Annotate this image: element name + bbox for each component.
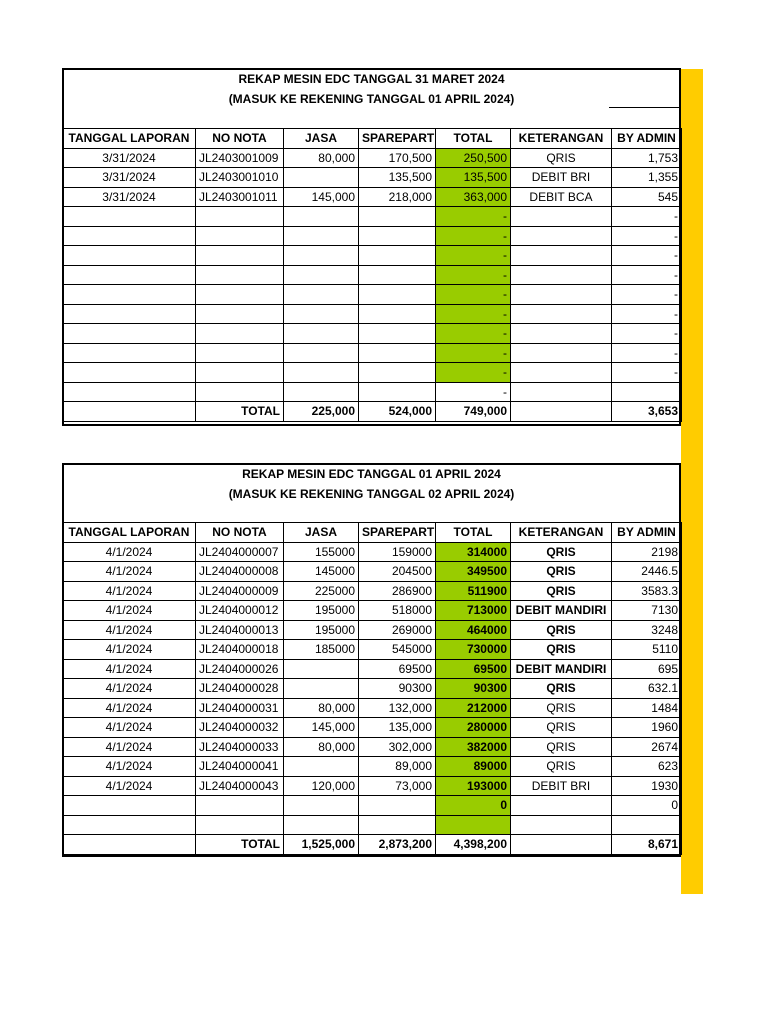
- cell-description: [511, 265, 612, 285]
- cell-admin-fee: 2674: [612, 737, 682, 757]
- cell-admin-fee: -: [612, 226, 682, 246]
- cell-description: [511, 226, 612, 246]
- cell-admin-fee: [612, 815, 682, 835]
- cell-date: 4/1/2024: [63, 757, 196, 777]
- table-row: [63, 148, 682, 168]
- table-row: [63, 187, 682, 207]
- cell-service: 195000: [284, 620, 359, 640]
- table-row: [63, 363, 682, 383]
- total-description: [511, 402, 612, 422]
- cell-date: [63, 796, 196, 816]
- cell-sparepart: 69500: [359, 659, 436, 679]
- cell-total: -: [436, 324, 511, 344]
- total-date: [63, 835, 196, 855]
- total-row: [63, 835, 682, 855]
- cell-date: [63, 265, 196, 285]
- cell-date: [63, 815, 196, 835]
- cell-description: QRIS: [511, 640, 612, 660]
- cell-sparepart: 89,000: [359, 757, 436, 777]
- column-header-total: TOTAL: [436, 129, 511, 149]
- cell-invoice: [196, 363, 284, 383]
- cell-date: [63, 324, 196, 344]
- cell-date: 4/1/2024: [63, 640, 196, 660]
- cell-description: QRIS: [511, 581, 612, 601]
- table-row: [63, 562, 682, 582]
- cell-sparepart: [359, 207, 436, 227]
- cell-description: QRIS: [511, 757, 612, 777]
- cell-description: QRIS: [511, 562, 612, 582]
- column-header-service: JASA: [284, 129, 359, 149]
- cell-description: QRIS: [511, 737, 612, 757]
- cell-total: 0: [436, 796, 511, 816]
- cell-invoice: JL2403001010: [196, 168, 284, 188]
- cell-description: [511, 285, 612, 305]
- cell-sparepart: 269000: [359, 620, 436, 640]
- table-row: [63, 207, 682, 227]
- cell-description: [511, 246, 612, 266]
- cell-invoice: JL2404000032: [196, 718, 284, 738]
- cell-date: 4/1/2024: [63, 718, 196, 738]
- column-header-description: KETERANGAN: [511, 129, 612, 149]
- cell-total: 89000: [436, 757, 511, 777]
- cell-invoice: [196, 285, 284, 305]
- cell-invoice: [196, 343, 284, 363]
- total-admin-fee: 3,653: [612, 402, 682, 422]
- cell-total: 511900: [436, 581, 511, 601]
- cell-service: [284, 363, 359, 383]
- cell-total: -: [436, 265, 511, 285]
- total-sparepart: 524,000: [359, 402, 436, 422]
- cell-invoice: JL2404000041: [196, 757, 284, 777]
- cell-invoice: [196, 207, 284, 227]
- cell-service: [284, 815, 359, 835]
- table-row: [63, 343, 682, 363]
- column-header-admin-fee: BY ADMIN: [612, 523, 682, 543]
- cell-sparepart: [359, 343, 436, 363]
- cell-date: 4/1/2024: [63, 698, 196, 718]
- cell-total: -: [436, 304, 511, 324]
- cell-date: [63, 382, 196, 402]
- table-row: [63, 620, 682, 640]
- column-header-date: TANGGAL LAPORAN: [63, 523, 196, 543]
- total-total: 4,398,200: [436, 835, 511, 855]
- cell-sparepart: 159000: [359, 542, 436, 562]
- cell-admin-fee: 632.1: [612, 679, 682, 699]
- cell-invoice: [196, 815, 284, 835]
- cell-total: -: [436, 207, 511, 227]
- table-row: [63, 659, 682, 679]
- table-header-row: [63, 523, 682, 543]
- cell-sparepart: [359, 226, 436, 246]
- table-row: [63, 757, 682, 777]
- cell-admin-fee: 545: [612, 187, 682, 207]
- cell-description: [511, 207, 612, 227]
- cell-service: [284, 265, 359, 285]
- cell-sparepart: [359, 796, 436, 816]
- cell-sparepart: 218,000: [359, 187, 436, 207]
- cell-date: 3/31/2024: [63, 168, 196, 188]
- cell-date: 4/1/2024: [63, 620, 196, 640]
- total-date: [63, 402, 196, 422]
- cell-invoice: [196, 265, 284, 285]
- cell-total: 280000: [436, 718, 511, 738]
- cell-sparepart: [359, 324, 436, 344]
- cell-total: 250,500: [436, 148, 511, 168]
- cell-total: -: [436, 246, 511, 266]
- column-header-total: TOTAL: [436, 523, 511, 543]
- cell-total: -: [436, 382, 511, 402]
- column-header-invoice: NO NOTA: [196, 523, 284, 543]
- section2-title: REKAP MESIN EDC TANGGAL 01 APRIL 2024: [242, 467, 501, 481]
- cell-description: [511, 796, 612, 816]
- table-header-row: [63, 129, 682, 149]
- cell-invoice: JL2404000031: [196, 698, 284, 718]
- cell-admin-fee: 3248: [612, 620, 682, 640]
- table-row: [63, 285, 682, 305]
- signature-line: [609, 107, 679, 108]
- cell-total: 713000: [436, 601, 511, 621]
- cell-total: [436, 815, 511, 835]
- total-admin-fee: 8,671: [612, 835, 682, 855]
- cell-total: 193000: [436, 776, 511, 796]
- section2-table: [62, 522, 682, 855]
- cell-invoice: JL2404000008: [196, 562, 284, 582]
- cell-admin-fee: -: [612, 265, 682, 285]
- table-row: [63, 581, 682, 601]
- table-row: [63, 246, 682, 266]
- cell-service: 185000: [284, 640, 359, 660]
- cell-admin-fee: -: [612, 285, 682, 305]
- cell-service: 80,000: [284, 737, 359, 757]
- cell-invoice: JL2404000033: [196, 737, 284, 757]
- cell-description: [511, 382, 612, 402]
- table-row: [63, 796, 682, 816]
- section2-subtitle: (MASUK KE REKENING TANGGAL 02 APRIL 2024): [228, 487, 515, 501]
- cell-date: 4/1/2024: [63, 679, 196, 699]
- total-row: [63, 402, 682, 422]
- table-row: [63, 226, 682, 246]
- cell-date: [63, 304, 196, 324]
- cell-invoice: [196, 382, 284, 402]
- cell-invoice: [196, 226, 284, 246]
- cell-sparepart: [359, 363, 436, 383]
- cell-description: QRIS: [511, 542, 612, 562]
- cell-service: [284, 168, 359, 188]
- total-total: 749,000: [436, 402, 511, 422]
- cell-description: [511, 304, 612, 324]
- cell-admin-fee: 695: [612, 659, 682, 679]
- cell-admin-fee: -: [612, 363, 682, 383]
- column-header-service: JASA: [284, 523, 359, 543]
- cell-sparepart: [359, 304, 436, 324]
- column-header-date: TANGGAL LAPORAN: [63, 129, 196, 149]
- cell-date: [63, 343, 196, 363]
- cell-description: QRIS: [511, 620, 612, 640]
- cell-service: 120,000: [284, 776, 359, 796]
- cell-service: [284, 757, 359, 777]
- cell-total: -: [436, 363, 511, 383]
- cell-total: 135,500: [436, 168, 511, 188]
- cell-invoice: JL2404000026: [196, 659, 284, 679]
- cell-admin-fee: 1484: [612, 698, 682, 718]
- cell-total: 90300: [436, 679, 511, 699]
- cell-invoice: JL2404000018: [196, 640, 284, 660]
- cell-sparepart: 302,000: [359, 737, 436, 757]
- cell-total: -: [436, 226, 511, 246]
- cell-description: DEBIT BRI: [511, 776, 612, 796]
- cell-date: [63, 246, 196, 266]
- cell-description: QRIS: [511, 148, 612, 168]
- cell-invoice: [196, 304, 284, 324]
- table-row: [63, 640, 682, 660]
- cell-date: 4/1/2024: [63, 776, 196, 796]
- cell-sparepart: 286900: [359, 581, 436, 601]
- cell-description: DEBIT MANDIRI: [511, 659, 612, 679]
- table-row: [63, 324, 682, 344]
- cell-service: 145,000: [284, 718, 359, 738]
- table-row: [63, 542, 682, 562]
- cell-service: [284, 343, 359, 363]
- table-row: [63, 168, 682, 188]
- cell-sparepart: 135,000: [359, 718, 436, 738]
- cell-description: QRIS: [511, 698, 612, 718]
- cell-service: [284, 285, 359, 305]
- cell-sparepart: [359, 265, 436, 285]
- cell-sparepart: [359, 285, 436, 305]
- total-service: 1,525,000: [284, 835, 359, 855]
- cell-date: [63, 363, 196, 383]
- cell-service: [284, 324, 359, 344]
- cell-total: 730000: [436, 640, 511, 660]
- total-service: 225,000: [284, 402, 359, 422]
- cell-total: 69500: [436, 659, 511, 679]
- cell-service: 155000: [284, 542, 359, 562]
- cell-admin-fee: 1,753: [612, 148, 682, 168]
- yellow-side-bar: [681, 69, 703, 894]
- cell-admin-fee: -: [612, 324, 682, 344]
- table-row: [63, 265, 682, 285]
- table-row: [63, 304, 682, 324]
- cell-admin-fee: 5110: [612, 640, 682, 660]
- cell-service: 80,000: [284, 698, 359, 718]
- cell-date: [63, 285, 196, 305]
- cell-description: [511, 324, 612, 344]
- recap-block-31-march: [62, 68, 681, 426]
- cell-description: DEBIT MANDIRI: [511, 601, 612, 621]
- cell-service: [284, 679, 359, 699]
- cell-service: [284, 246, 359, 266]
- column-header-description: KETERANGAN: [511, 523, 612, 543]
- column-header-invoice: NO NOTA: [196, 129, 284, 149]
- cell-service: [284, 659, 359, 679]
- cell-date: 4/1/2024: [63, 562, 196, 582]
- recap-block-01-april: [62, 463, 681, 857]
- table-row: [63, 737, 682, 757]
- table-row: [63, 815, 682, 835]
- cell-service: [284, 796, 359, 816]
- cell-invoice: JL2404000043: [196, 776, 284, 796]
- cell-admin-fee: -: [612, 304, 682, 324]
- cell-description: QRIS: [511, 718, 612, 738]
- cell-service: [284, 382, 359, 402]
- total-label: TOTAL: [196, 835, 284, 855]
- cell-date: [63, 207, 196, 227]
- section1-title: REKAP MESIN EDC TANGGAL 31 MARET 2024: [238, 72, 505, 86]
- cell-admin-fee: 2198: [612, 542, 682, 562]
- cell-invoice: [196, 796, 284, 816]
- cell-description: [511, 363, 612, 383]
- section1-subtitle: (MASUK KE REKENING TANGGAL 01 APRIL 2024): [228, 92, 515, 106]
- cell-total: 349500: [436, 562, 511, 582]
- cell-invoice: JL2404000013: [196, 620, 284, 640]
- cell-total: 382000: [436, 737, 511, 757]
- cell-total: -: [436, 285, 511, 305]
- total-description: [511, 835, 612, 855]
- cell-service: [284, 207, 359, 227]
- cell-sparepart: [359, 815, 436, 835]
- total-sparepart: 2,873,200: [359, 835, 436, 855]
- cell-invoice: [196, 246, 284, 266]
- cell-admin-fee: 1960: [612, 718, 682, 738]
- cell-sparepart: 135,500: [359, 168, 436, 188]
- section1-table: [62, 128, 682, 422]
- table-row: [63, 718, 682, 738]
- cell-sparepart: 204500: [359, 562, 436, 582]
- cell-service: 225000: [284, 581, 359, 601]
- cell-total: 363,000: [436, 187, 511, 207]
- cell-date: 4/1/2024: [63, 659, 196, 679]
- cell-admin-fee: -: [612, 246, 682, 266]
- cell-total: 464000: [436, 620, 511, 640]
- cell-admin-fee: 3583.3: [612, 581, 682, 601]
- cell-invoice: JL2403001009: [196, 148, 284, 168]
- cell-date: 4/1/2024: [63, 737, 196, 757]
- cell-admin-fee: 1,355: [612, 168, 682, 188]
- cell-sparepart: 545000: [359, 640, 436, 660]
- cell-admin-fee: -: [612, 343, 682, 363]
- cell-invoice: JL2403001011: [196, 187, 284, 207]
- cell-invoice: JL2404000007: [196, 542, 284, 562]
- column-header-sparepart: SPAREPART: [359, 129, 436, 149]
- cell-invoice: JL2404000009: [196, 581, 284, 601]
- cell-date: 4/1/2024: [63, 581, 196, 601]
- cell-invoice: JL2404000012: [196, 601, 284, 621]
- cell-admin-fee: 623: [612, 757, 682, 777]
- column-header-sparepart: SPAREPART: [359, 523, 436, 543]
- column-header-admin-fee: BY ADMIN: [612, 129, 682, 149]
- cell-invoice: [196, 324, 284, 344]
- cell-admin-fee: 2446.5: [612, 562, 682, 582]
- cell-admin-fee: 1930: [612, 776, 682, 796]
- cell-date: 3/31/2024: [63, 148, 196, 168]
- cell-total: -: [436, 343, 511, 363]
- cell-sparepart: 90300: [359, 679, 436, 699]
- total-label: TOTAL: [196, 402, 284, 422]
- cell-total: 212000: [436, 698, 511, 718]
- cell-date: [63, 226, 196, 246]
- cell-description: [511, 815, 612, 835]
- cell-total: 314000: [436, 542, 511, 562]
- table-row: [63, 776, 682, 796]
- cell-sparepart: [359, 382, 436, 402]
- cell-admin-fee: 7130: [612, 601, 682, 621]
- cell-date: 3/31/2024: [63, 187, 196, 207]
- cell-sparepart: 518000: [359, 601, 436, 621]
- table-row: [63, 601, 682, 621]
- cell-sparepart: 170,500: [359, 148, 436, 168]
- table-row: [63, 382, 682, 402]
- cell-service: 145,000: [284, 187, 359, 207]
- cell-service: [284, 226, 359, 246]
- cell-sparepart: 73,000: [359, 776, 436, 796]
- cell-admin-fee: [612, 382, 682, 402]
- cell-description: DEBIT BRI: [511, 168, 612, 188]
- table-row: [63, 679, 682, 699]
- cell-service: 145000: [284, 562, 359, 582]
- cell-admin-fee: -: [612, 207, 682, 227]
- cell-description: DEBIT BCA: [511, 187, 612, 207]
- cell-service: 80,000: [284, 148, 359, 168]
- cell-admin-fee: 0: [612, 796, 682, 816]
- cell-service: 195000: [284, 601, 359, 621]
- cell-date: 4/1/2024: [63, 542, 196, 562]
- cell-invoice: JL2404000028: [196, 679, 284, 699]
- cell-sparepart: 132,000: [359, 698, 436, 718]
- cell-description: QRIS: [511, 679, 612, 699]
- table-row: [63, 698, 682, 718]
- cell-service: [284, 304, 359, 324]
- cell-description: [511, 343, 612, 363]
- cell-date: 4/1/2024: [63, 601, 196, 621]
- cell-sparepart: [359, 246, 436, 266]
